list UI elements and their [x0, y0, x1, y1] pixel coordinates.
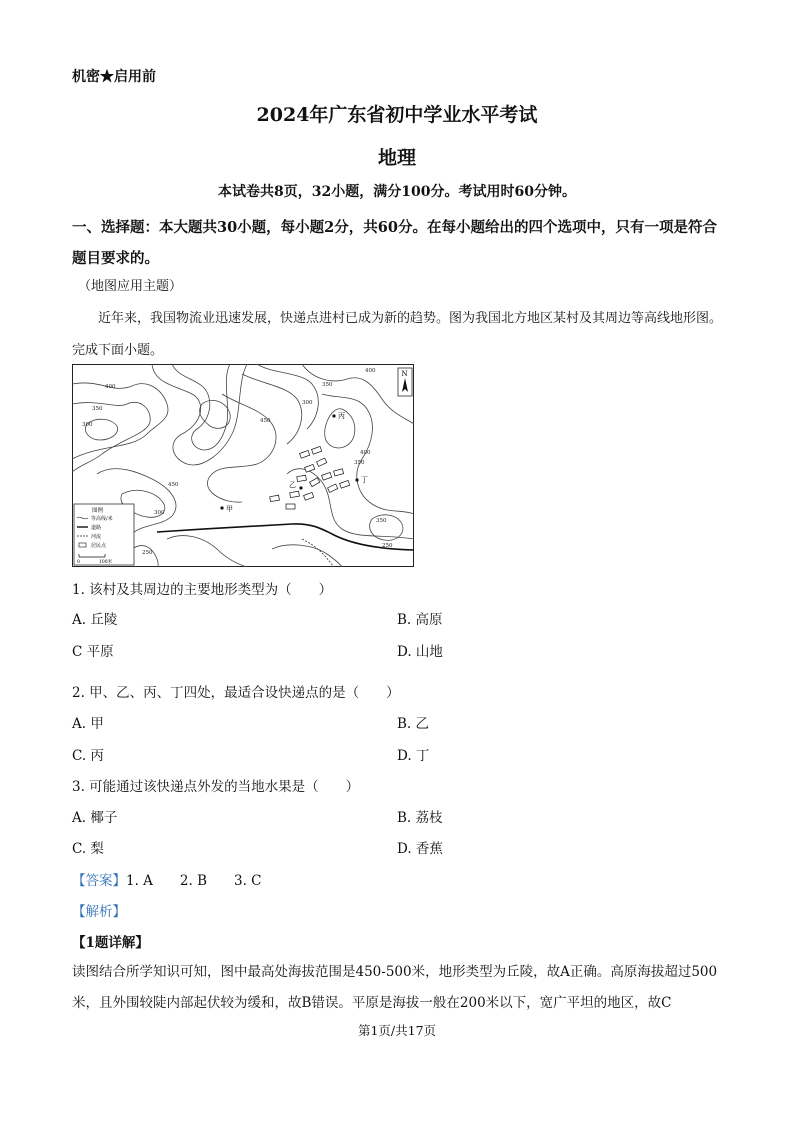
q3-option-d: D. 香蕉: [397, 841, 443, 857]
svg-text:450: 450: [260, 418, 271, 424]
svg-text:300: 300: [302, 400, 313, 406]
svg-text:N: N: [401, 370, 408, 378]
exam-title: 2024年广东省初中学业水平考试: [256, 104, 538, 126]
detail-paragraph: 读图结合所学知识可知，图中最高处海拔范围是450-500米，地形类型为丘陵，故A正确。高原海拔超过500米，且外围较陡内部起伏较为缓和，故B错误。平原是海拔一般在200米以下，宽广平坦的地区，故C: [72, 964, 718, 1011]
svg-text:河流: 河流: [91, 534, 102, 540]
north-arrow: [398, 368, 412, 396]
detail-heading: 【1题详解】: [72, 935, 149, 951]
map-legend: [74, 504, 134, 565]
theme-label: （地图应用主题）: [78, 279, 183, 294]
confidential-mark: 机密★启用前: [72, 69, 156, 85]
question-1-stem: 1. 该村及其周边的主要地形类型为（ ）: [72, 582, 333, 598]
place-bing: 丙: [338, 412, 345, 420]
answer-line: [72, 869, 262, 889]
q1-option-d: D. 山地: [397, 644, 443, 660]
svg-text:100米: 100米: [99, 560, 113, 565]
svg-text:450: 450: [168, 482, 179, 488]
exam-info: 本试卷共8页，32小题，满分100分。考试用时60分钟。: [218, 184, 576, 200]
q3-option-b: B. 荔枝: [397, 810, 443, 826]
svg-text:道路: 道路: [91, 525, 102, 531]
svg-text:图例: 图例: [92, 508, 104, 514]
answer-text: 1. A 2. B 3. C: [126, 873, 262, 889]
q2-option-d: D. 丁: [397, 748, 430, 764]
svg-text:居民点: 居民点: [91, 543, 107, 549]
q2-option-c: C. 丙: [72, 748, 104, 764]
svg-text:250: 250: [142, 550, 153, 556]
svg-text:400: 400: [360, 450, 371, 456]
svg-text:250: 250: [382, 543, 393, 549]
q1-option-a: A. 丘陵: [72, 612, 118, 628]
intro-paragraph: 近年来，我国物流业迅速发展，快递点进村已成为新的趋势。图为我国北方地区某村及其周边等高线地形图。完成下面小题。: [72, 311, 723, 358]
svg-text:300: 300: [82, 422, 93, 428]
svg-text:等高线/米: 等高线/米: [91, 516, 113, 522]
q1-option-c: C 平原: [72, 644, 114, 660]
analysis-tag: 【解析】: [72, 904, 126, 920]
svg-text:350: 350: [92, 406, 103, 412]
svg-text:0: 0: [77, 560, 80, 565]
svg-text:350: 350: [354, 460, 365, 466]
q1-option-b: B. 高原: [397, 612, 443, 628]
q3-option-c: C. 梨: [72, 841, 104, 857]
svg-text:400: 400: [105, 384, 116, 390]
place-ding: 丁: [361, 476, 368, 484]
svg-text:350: 350: [322, 382, 333, 388]
subject-title: 地理: [377, 147, 416, 169]
q2-option-b: B. 乙: [397, 716, 430, 732]
q3-option-a: A. 椰子: [72, 810, 118, 826]
svg-text:300: 300: [154, 510, 165, 516]
svg-text:400: 400: [365, 368, 376, 374]
q2-option-a: A. 甲: [72, 716, 104, 732]
question-3-stem: 3. 可能通过该快递点外发的当地水果是（ ）: [72, 779, 360, 795]
page-footer: 第1页/共17页: [357, 1023, 437, 1038]
contour-map: [72, 364, 414, 567]
question-2-stem: 2. 甲、乙、丙、丁四处，最适合设快递点的是（ ）: [72, 685, 400, 701]
answer-tag: 【答案】: [72, 873, 126, 889]
section-heading: 一、选择题：本大题共30小题，每小题2分，共60分。在每小题给出的四个选项中，只有一项是符合题目要求的。: [72, 219, 717, 267]
place-jia: 甲: [226, 505, 233, 513]
svg-text:350: 350: [376, 518, 387, 524]
place-yi: 乙: [289, 481, 296, 489]
